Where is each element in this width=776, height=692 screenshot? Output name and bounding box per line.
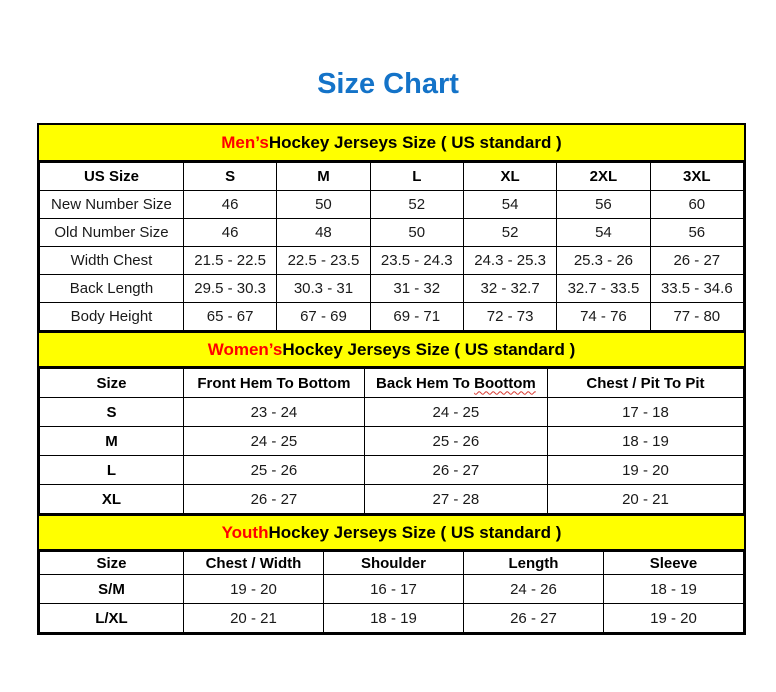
mens-size-value: 29.5 - 30.3 — [183, 275, 276, 303]
youth-column-header: Size — [40, 552, 184, 575]
mens-size-value: 22.5 - 23.5 — [277, 247, 370, 275]
youth-table-row — [40, 604, 744, 633]
womens-size-value: 23 - 24 — [183, 398, 364, 427]
mens-column-header: S — [183, 163, 276, 191]
mens-size-value: 72 - 73 — [463, 303, 556, 331]
youth-column-header: Sleeve — [603, 552, 743, 575]
mens-size-value: 69 - 71 — [370, 303, 463, 331]
womens-band-text: Hockey Jerseys Size ( US standard ) — [282, 339, 576, 359]
mens-header-row — [40, 163, 744, 191]
womens-size-value: 25 - 26 — [183, 456, 364, 485]
mens-size-value: 21.5 - 22.5 — [183, 247, 276, 275]
mens-column-header: XL — [463, 163, 556, 191]
youth-size-value: 18 - 19 — [323, 604, 463, 633]
youth-size-value: 19 - 20 — [603, 604, 743, 633]
mens-size-value: 77 - 80 — [650, 303, 743, 331]
womens-column-header: Front Hem To Bottom — [183, 369, 364, 398]
womens-size-value: 26 - 27 — [183, 485, 364, 514]
womens-row-label: XL — [40, 485, 184, 514]
mens-size-value: 56 — [557, 191, 650, 219]
youth-row-label: S/M — [40, 575, 184, 604]
womens-header-row — [40, 369, 744, 398]
mens-column-header: L — [370, 163, 463, 191]
mens-size-value: 54 — [463, 191, 556, 219]
womens-size-value: 17 - 18 — [547, 398, 743, 427]
mens-size-value: 32 - 32.7 — [463, 275, 556, 303]
mens-size-value: 26 - 27 — [650, 247, 743, 275]
womens-size-value: 27 - 28 — [364, 485, 547, 514]
womens-table-row — [40, 427, 744, 456]
mens-size-value: 50 — [370, 219, 463, 247]
youth-band-highlight: Youth — [221, 522, 269, 542]
mens-size-value: 48 — [277, 219, 370, 247]
mens-table-row — [40, 303, 744, 331]
mens-column-header: 3XL — [650, 163, 743, 191]
womens-row-label: L — [40, 456, 184, 485]
size-chart-tables — [37, 123, 746, 635]
mens-size-value: 60 — [650, 191, 743, 219]
mens-size-value: 52 — [463, 219, 556, 247]
youth-size-table — [39, 551, 744, 633]
mens-table-row — [40, 191, 744, 219]
womens-row-label: S — [40, 398, 184, 427]
mens-column-header: M — [277, 163, 370, 191]
youth-size-value: 20 - 21 — [183, 604, 323, 633]
youth-size-value: 24 - 26 — [463, 575, 603, 604]
mens-column-header: 2XL — [557, 163, 650, 191]
womens-size-value: 25 - 26 — [364, 427, 547, 456]
womens-size-value: 18 - 19 — [547, 427, 743, 456]
youth-size-value: 26 - 27 — [463, 604, 603, 633]
mens-size-table — [39, 162, 744, 331]
womens-column-header: Chest / Pit To Pit — [547, 369, 743, 398]
womens-table-row — [40, 398, 744, 427]
mens-size-value: 25.3 - 26 — [557, 247, 650, 275]
youth-table-row — [40, 575, 744, 604]
womens-column-header: Back Hem To Boottom — [364, 369, 547, 398]
mens-row-label: Width Chest — [40, 247, 184, 275]
womens-row-label: M — [40, 427, 184, 456]
womens-table-row — [40, 485, 744, 514]
mens-size-value: 50 — [277, 191, 370, 219]
mens-row-label: New Number Size — [40, 191, 184, 219]
mens-size-value: 24.3 - 25.3 — [463, 247, 556, 275]
mens-size-value: 31 - 32 — [370, 275, 463, 303]
mens-size-value: 23.5 - 24.3 — [370, 247, 463, 275]
womens-band-highlight: Women’s — [207, 339, 283, 359]
womens-size-value: 24 - 25 — [364, 398, 547, 427]
mens-section-band — [39, 125, 744, 162]
mens-table-row — [40, 247, 744, 275]
misspelled-word: Boottom — [474, 374, 536, 392]
youth-size-value: 19 - 20 — [183, 575, 323, 604]
mens-table-row — [40, 275, 744, 303]
youth-header-row — [40, 552, 744, 575]
womens-size-value: 20 - 21 — [547, 485, 743, 514]
mens-band-highlight: Men’s — [221, 132, 269, 152]
womens-section-band — [39, 331, 744, 368]
mens-size-value: 33.5 - 34.6 — [650, 275, 743, 303]
youth-size-value: 16 - 17 — [323, 575, 463, 604]
youth-size-value: 18 - 19 — [603, 575, 743, 604]
youth-column-header: Shoulder — [323, 552, 463, 575]
mens-size-value: 56 — [650, 219, 743, 247]
youth-band-text: Hockey Jerseys Size ( US standard ) — [268, 522, 562, 542]
mens-size-value: 30.3 - 31 — [277, 275, 370, 303]
womens-size-value: 19 - 20 — [547, 456, 743, 485]
womens-size-value: 26 - 27 — [364, 456, 547, 485]
womens-size-value: 24 - 25 — [183, 427, 364, 456]
womens-size-table — [39, 368, 744, 514]
mens-table-row — [40, 219, 744, 247]
mens-size-value: 46 — [183, 219, 276, 247]
mens-size-value: 65 - 67 — [183, 303, 276, 331]
youth-section-band — [39, 514, 744, 551]
mens-row-label: Back Length — [40, 275, 184, 303]
mens-size-value: 32.7 - 33.5 — [557, 275, 650, 303]
page-title: Size Chart — [317, 68, 459, 100]
mens-size-value: 46 — [183, 191, 276, 219]
mens-size-value: 54 — [557, 219, 650, 247]
mens-row-label: Old Number Size — [40, 219, 184, 247]
mens-size-value: 67 - 69 — [277, 303, 370, 331]
mens-column-header: US Size — [40, 163, 184, 191]
womens-column-header: Size — [40, 369, 184, 398]
mens-band-text: Hockey Jerseys Size ( US standard ) — [268, 132, 562, 152]
youth-column-header: Chest / Width — [183, 552, 323, 575]
youth-column-header: Length — [463, 552, 603, 575]
mens-size-value: 74 - 76 — [557, 303, 650, 331]
womens-table-row — [40, 456, 744, 485]
mens-size-value: 52 — [370, 191, 463, 219]
youth-row-label: L/XL — [40, 604, 184, 633]
mens-row-label: Body Height — [40, 303, 184, 331]
